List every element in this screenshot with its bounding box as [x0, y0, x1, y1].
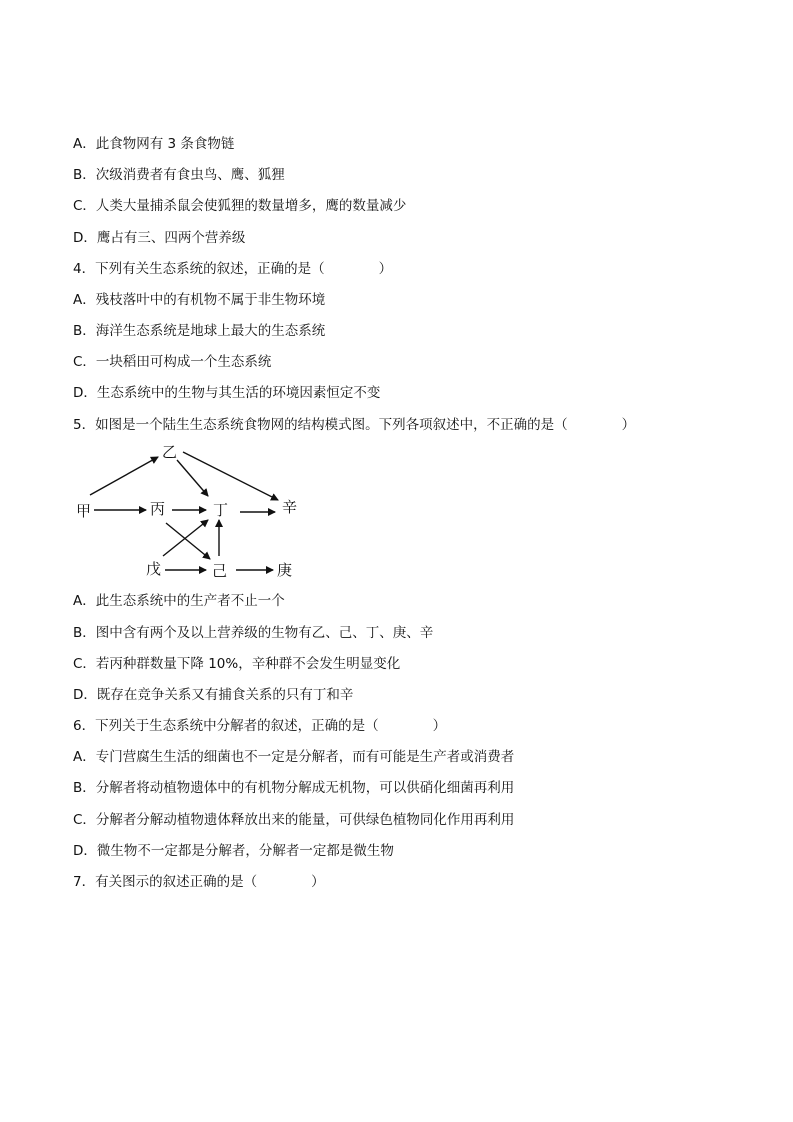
q3-option-d: D．鹰占有三、四两个营养级: [73, 230, 246, 246]
food-web-diagram: [60, 438, 320, 586]
q3-option-c: C．人类大量捕杀鼠会使狐狸的数量增多，鹰的数量减少: [73, 198, 407, 214]
q5-stem: 5．如图是一个陆生生态系统食物网的结构模式图。下列各项叙述中，不正确的是（ ）: [73, 417, 636, 433]
node-xin: 辛: [282, 498, 298, 516]
q5-option-b: B．图中含有两个及以上营养级的生物有乙、己、丁、庚、辛: [73, 625, 434, 641]
arrow-yi-xin: [183, 452, 278, 500]
node-jia: 甲: [76, 502, 92, 520]
q5-option-a: A．此生态系统中的生产者不止一个: [73, 593, 285, 609]
q7-stem: 7．有关图示的叙述正确的是（ ）: [73, 874, 325, 890]
q6-option-d: D．微生物不一定都是分解者，分解者一定都是微生物: [73, 843, 394, 859]
q6-option-b: B．分解者将动植物遗体中的有机物分解成无机物，可以供硝化细菌再利用: [73, 780, 515, 796]
node-ding: 丁: [213, 501, 229, 519]
q4-option-b: B．海洋生态系统是地球上最大的生态系统: [73, 323, 326, 339]
q4-option-d: D．生态系统中的生物与其生活的环境因素恒定不变: [73, 385, 381, 401]
node-wu: 戊: [146, 560, 162, 578]
q3-option-b: B．次级消费者有食虫鸟、鹰、狐狸: [73, 167, 285, 183]
q6-option-c: C．分解者分解动植物遗体释放出来的能量，可供绿色植物同化作用再利用: [73, 812, 515, 828]
q5-option-c: C．若丙种群数量下降 10%，辛种群不会发生明显变化: [73, 656, 401, 672]
q6-option-a: A．专门营腐生生活的细菌也不一定是分解者，而有可能是生产者或消费者: [73, 749, 515, 765]
q4-option-a: A．残枝落叶中的有机物不属于非生物环境: [73, 292, 326, 308]
node-geng: 庚: [277, 561, 293, 579]
arrow-yi-ding: [177, 460, 208, 496]
q4-option-c: C．一块稻田可构成一个生态系统: [73, 354, 272, 370]
q4-stem: 4．下列有关生态系统的叙述，正确的是（ ）: [73, 261, 393, 277]
q6-stem: 6．下列关于生态系统中分解者的叙述，正确的是（ ）: [73, 718, 447, 734]
node-yi: 乙: [162, 443, 178, 461]
arrow-bing-ji: [166, 523, 210, 559]
node-bing: 丙: [150, 500, 166, 518]
node-ji: 己: [212, 562, 228, 580]
arrow-jia-yi: [90, 457, 158, 495]
q3-option-a: A．此食物网有 3 条食物链: [73, 136, 235, 152]
q5-option-d: D．既存在竞争关系又有捕食关系的只有丁和辛: [73, 687, 354, 703]
